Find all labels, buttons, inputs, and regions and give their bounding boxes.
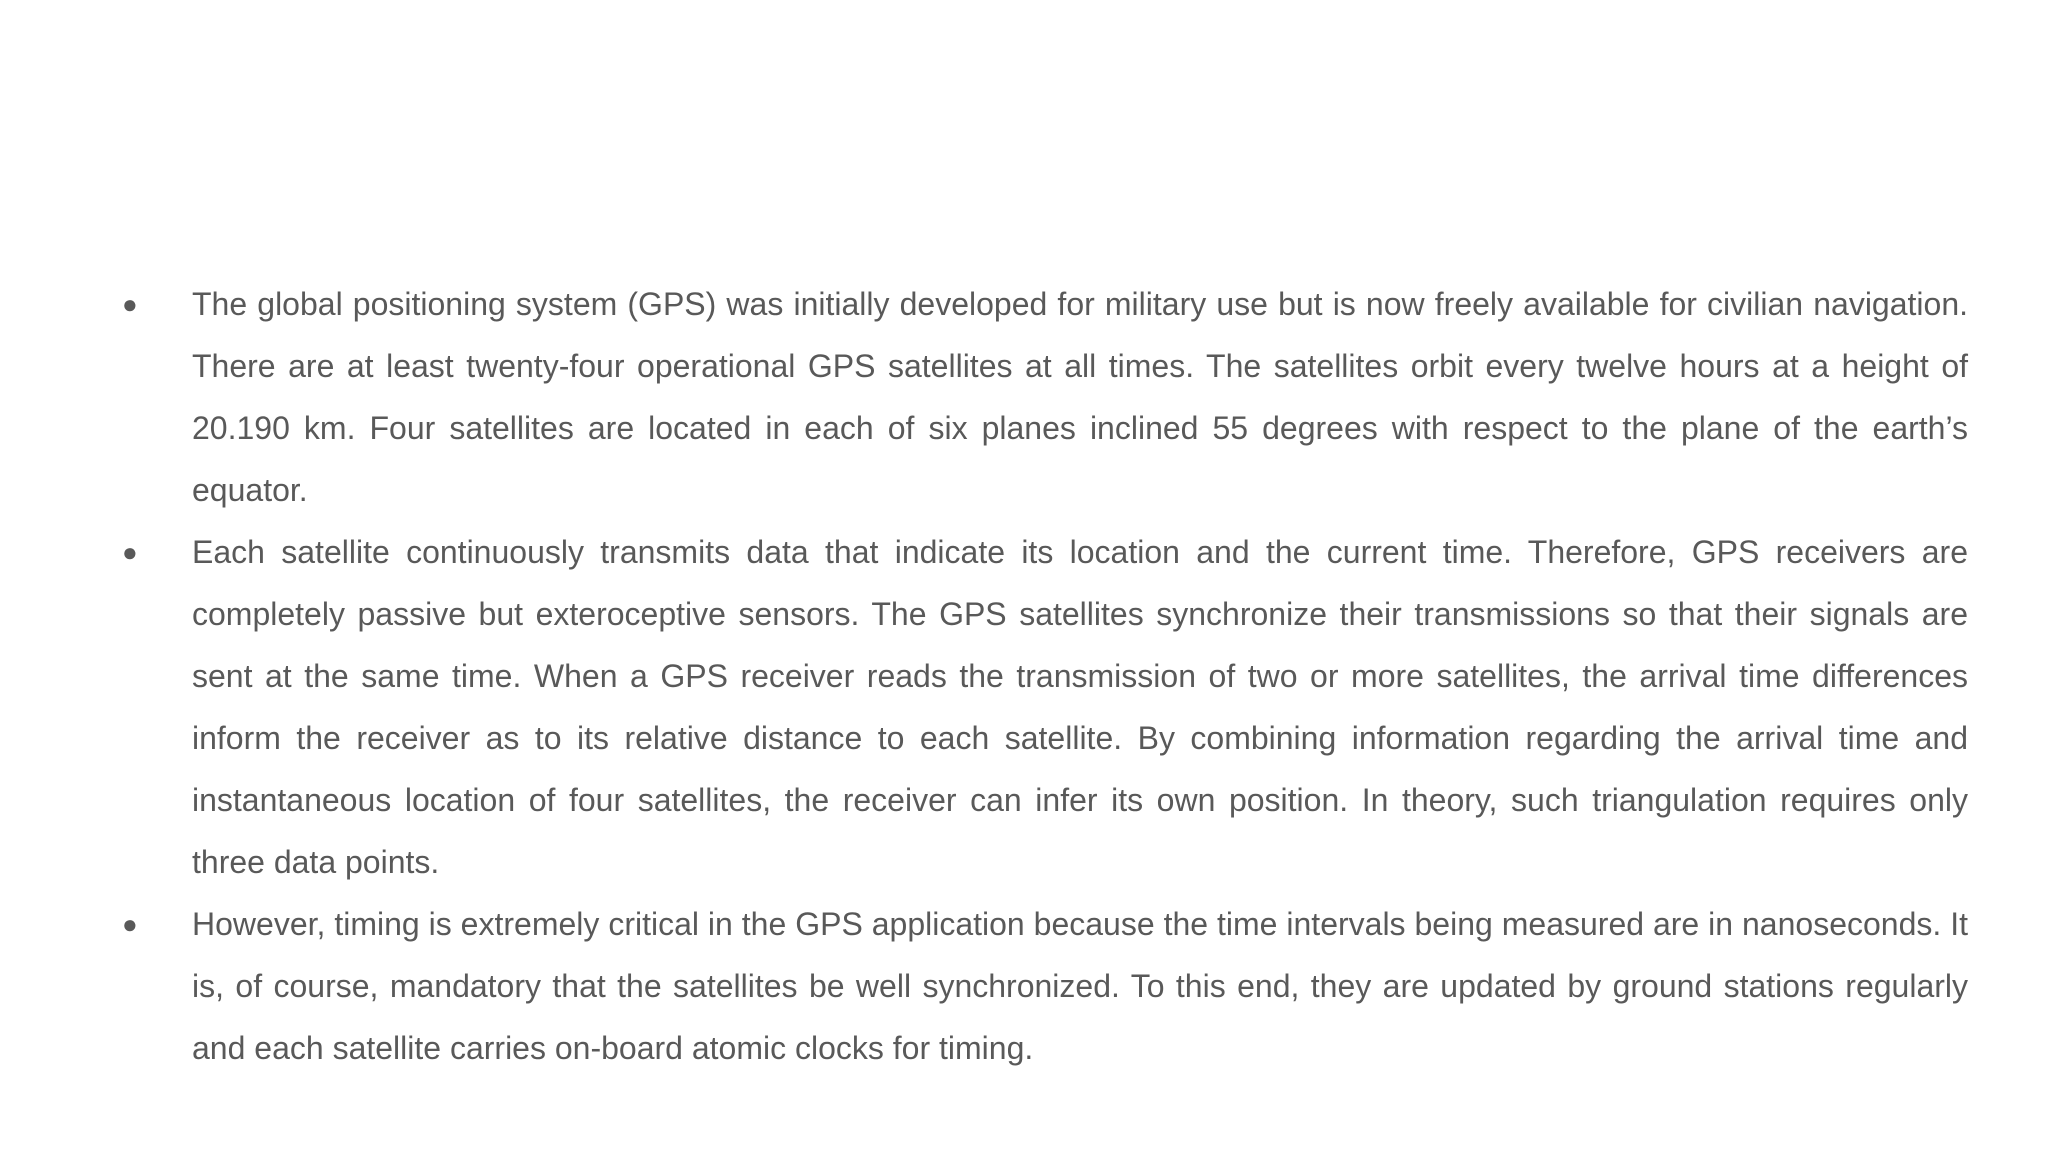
bullet-marker: ● xyxy=(122,909,138,939)
bullet-text: The global positioning system (GPS) was initially developed for military use but is now freely available for civilian navigation. There are at least twenty-four operational GPS satellites at all times. The satellites orbit every twelve hours at a height of 20.190 km. Four satellites are located in each of six planes inclined 55 degrees with respect to the plane of the earth’s equator. xyxy=(192,286,1968,508)
bullet-item-gps-transmission xyxy=(122,521,1968,893)
bullet-text: Each satellite continuously transmits data that indicate its location and the current time. Therefore, GPS receivers are completely passive but exteroceptive sensors. The GPS satellites synchronize their transmissions so that their signals are sent at the same time. When a GPS receiver reads the transmission of two or more satellites, the arrival time differences inform the receiver as to its relative distance to each satellite. By combining information regarding the arrival time and instantaneous location of four satellites, the receiver can infer its own position. In theory, such triangulation requires only three data points. xyxy=(192,534,1968,880)
bullet-list xyxy=(122,273,1968,1079)
bullet-marker: ● xyxy=(122,537,138,567)
bullet-item-gps-timing xyxy=(122,893,1968,1079)
bullet-item-gps-overview xyxy=(122,273,1968,521)
bullet-marker: ● xyxy=(122,289,138,319)
bullet-text: However, timing is extremely critical in the GPS application because the time intervals being measured are in nanoseconds. It is, of course, mandatory that the satellites be well synchronized. To this end, they are updated by ground stations regularly and each satellite carries on-board atomic clocks for timing. xyxy=(192,906,1968,1066)
